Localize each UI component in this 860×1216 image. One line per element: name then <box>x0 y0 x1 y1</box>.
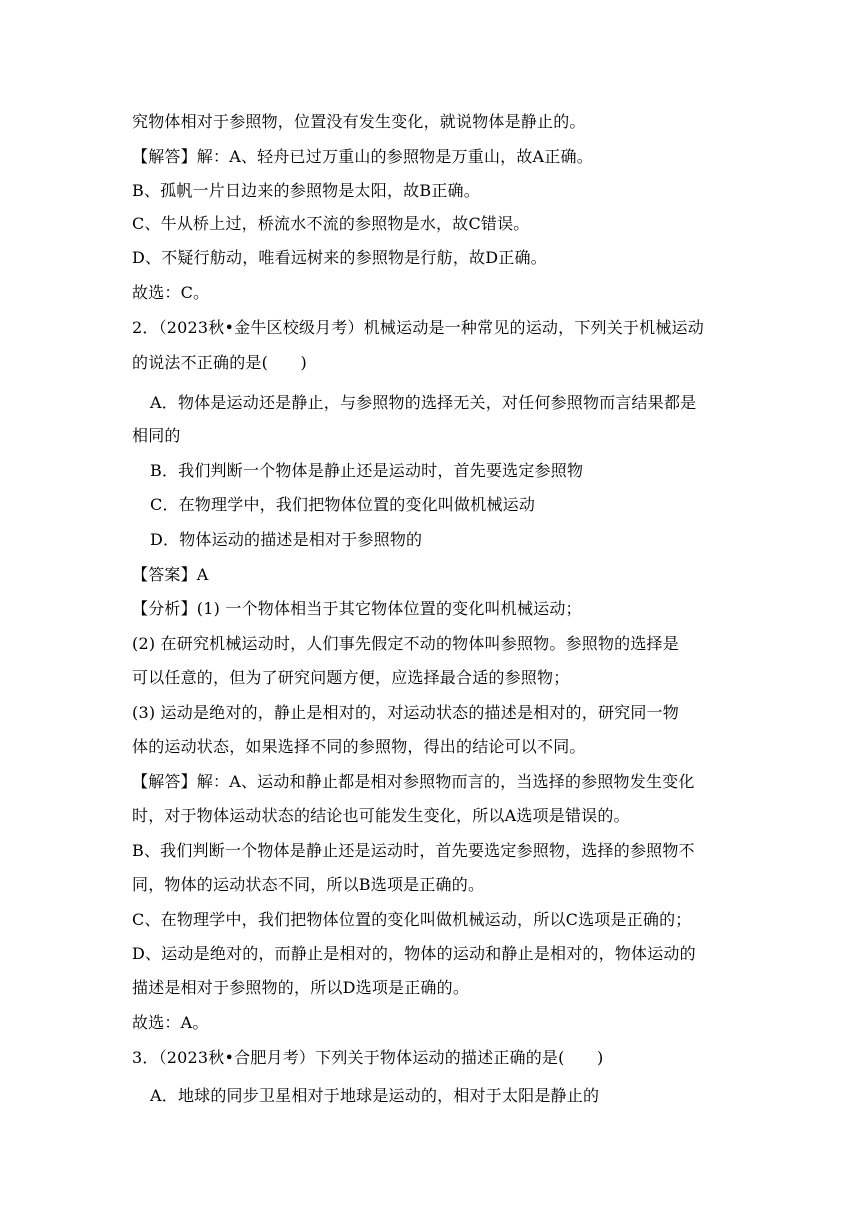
question-2-stem: 2．（2023秋•金牛区校级月考）机械运动是一种常见的运动，下列关于机械运动 <box>132 318 704 337</box>
analysis-line: 【分析】(1) 一个物体相当于其它物体位置的变化叫机械运动； <box>132 599 582 618</box>
option-d: D．物体运动的描述是相对于参照物的 <box>150 530 423 549</box>
option-a-cont: 相同的 <box>132 426 181 445</box>
text-line: B、孤帆一片日边来的参照物是太阳，故B正确。 <box>132 181 480 200</box>
option-b: B．我们判断一个物体是静止还是运动时，首先要选定参照物 <box>150 461 584 480</box>
question-3-stem: 3．（2023秋•合肥月考）下列关于物体运动的描述正确的是( ) <box>132 1048 604 1067</box>
solution-line: B、我们判断一个物体是静止还是运动时，首先要选定参照物，选择的参照物不 <box>132 841 695 860</box>
answer-choice-line: 故选：C。 <box>132 283 210 302</box>
text-line: 究物体相对于参照物，位置没有发生变化，就说物体是静止的。 <box>132 112 586 131</box>
text-line: C、牛从桥上过，桥流水不流的参照物是水，故C错误。 <box>132 214 530 233</box>
solution-line: 时，对于物体运动状态的结论也可能发生变化，所以A选项是错误的。 <box>132 806 630 825</box>
solution-line: 【解答】解：A、轻舟已过万重山的参照物是万重山，故A正确。 <box>132 147 593 166</box>
option-a: A．物体是运动还是静止，与参照物的选择无关，对任何参照物而言结果都是 <box>150 393 697 412</box>
answer-line: 【答案】A <box>132 565 209 584</box>
solution-line: D、运动是绝对的，而静止是相对的，物体的运动和静止是相对的，物体运动的 <box>132 944 696 963</box>
analysis-line: 体的运动状态，如果选择不同的参照物，得出的结论可以不同。 <box>132 737 586 756</box>
solution-line: 【解答】解：A、运动和静止都是相对参照物而言的，当选择的参照物发生变化 <box>132 772 695 791</box>
option-a: A．地球的同步卫星相对于地球是运动的，相对于太阳是静止的 <box>150 1086 600 1105</box>
analysis-line: 可以任意的，但为了研究问题方便，应选择最合适的参照物； <box>132 668 570 687</box>
option-c: C．在物理学中，我们把物体位置的变化叫做机械运动 <box>150 495 536 514</box>
solution-line: C、在物理学中，我们把物体位置的变化叫做机械运动，所以C选项是正确的； <box>132 910 692 929</box>
question-2-stem: 的说法不正确的是( ) <box>132 353 307 372</box>
answer-choice-line: 故选：A。 <box>132 1013 209 1032</box>
solution-line: 描述是相对于参照物的，所以D选项是正确的。 <box>132 978 470 997</box>
solution-line: 同，物体的运动状态不同，所以B选项是正确的。 <box>132 875 485 894</box>
analysis-line: (3) 运动是绝对的，静止是相对的，对运动状态的描述是相对的，研究同一物 <box>132 703 679 722</box>
text-line: D、不疑行舫动，唯看远树来的参照物是行舫，故D正确。 <box>132 248 547 267</box>
analysis-line: (2) 在研究机械运动时，人们事先假定不动的物体叫参照物。参照物的选择是 <box>132 634 679 653</box>
